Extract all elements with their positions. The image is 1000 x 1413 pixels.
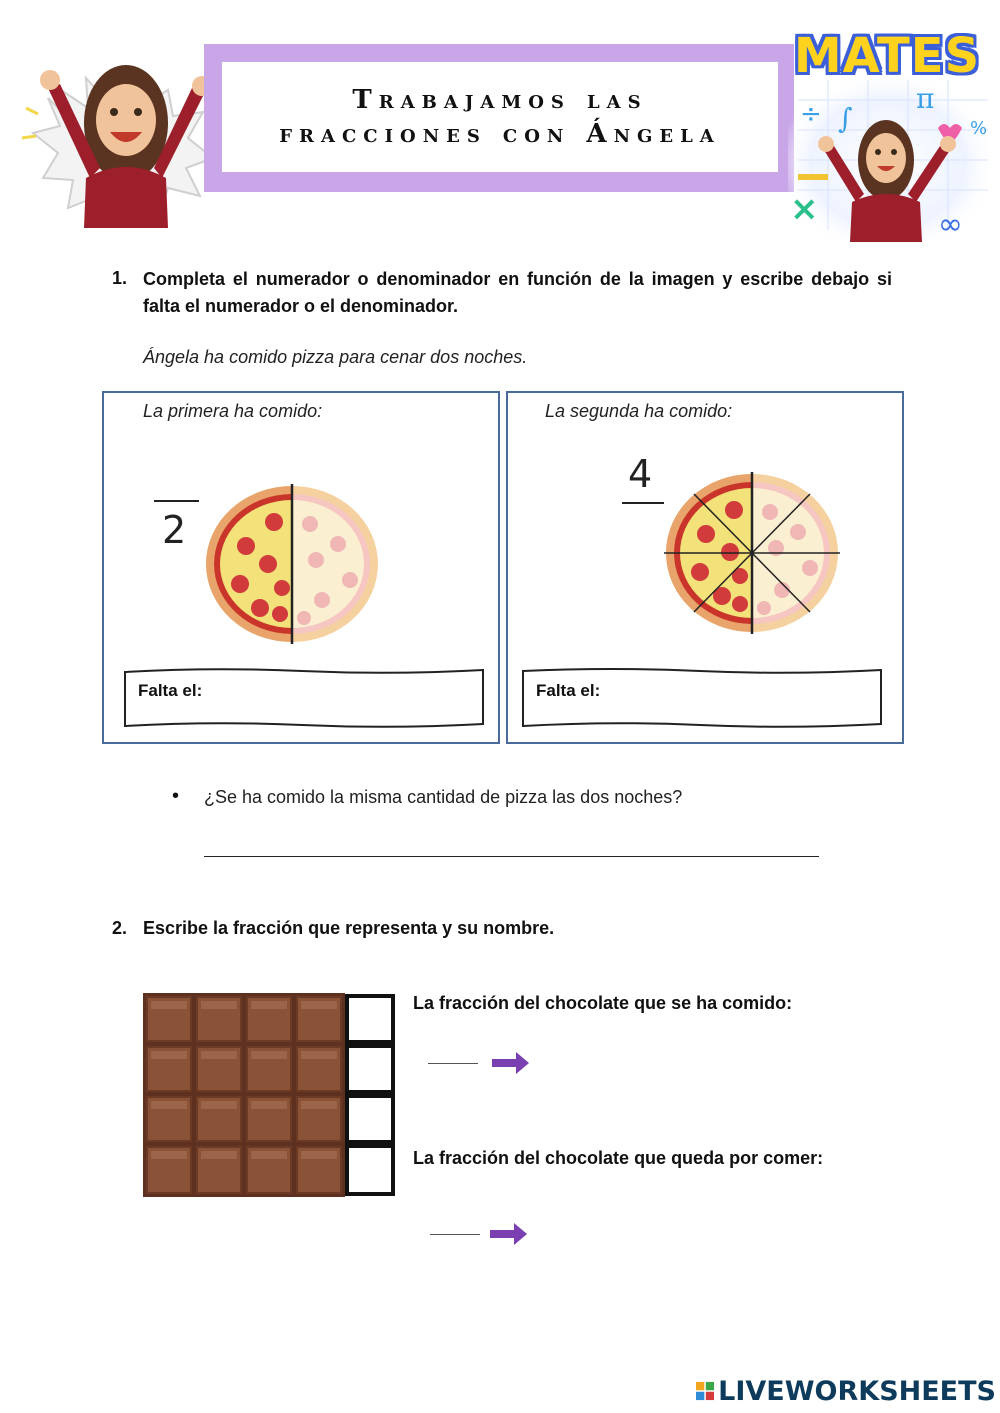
- eaten-fraction-line[interactable]: [428, 1063, 478, 1064]
- pizza-eighths-image: [664, 472, 840, 634]
- falta-box-2[interactable]: [520, 666, 884, 730]
- liveworksheets-logo: [696, 1374, 996, 1408]
- followup-question: ¿Se ha comido la misma cantidad de pizza las dos noches?: [204, 787, 683, 807]
- question-1-number: 1.: [112, 268, 128, 288]
- question-1-story: Ángela ha comido pizza para cenar dos noches.: [143, 347, 528, 367]
- eaten-fraction-label: La fracción del chocolate que se ha comido:: [413, 993, 793, 1013]
- svg-text:×: ×: [790, 189, 819, 229]
- title-line-2: fracciones con Ángela: [279, 119, 721, 149]
- svg-text:∫: ∫: [838, 102, 853, 135]
- avatar-angela-left: [8, 28, 233, 238]
- chocolate-bar-image: [143, 993, 397, 1197]
- question-1-text: Completa el numerador o denominador en función de la imagen y escribe debajo si falta el numerador o el denominador.: [143, 269, 892, 316]
- fraction-bar-1: [154, 500, 199, 502]
- mates-word: MATES: [793, 28, 981, 84]
- svg-text:%: %: [970, 118, 988, 139]
- liveworksheets-text: LIVEWORKSHEETS: [718, 1375, 996, 1407]
- fraction-numerator-2: 4: [628, 452, 653, 496]
- falta-label-1: Falta el:: [138, 681, 203, 700]
- fraction-bar-2: [622, 502, 664, 504]
- right-arrow-icon: [490, 1223, 528, 1245]
- remaining-fraction-line[interactable]: [430, 1234, 480, 1235]
- pizza-half-image: [204, 484, 380, 644]
- liveworksheets-icon: [696, 1379, 714, 1403]
- question-2-number: 2.: [112, 918, 128, 938]
- bullet-dot: •: [172, 785, 180, 807]
- falta-box-1[interactable]: [122, 666, 486, 730]
- title-box: [222, 62, 778, 172]
- question-2-text: Escribe la fracción que representa y su nombre.: [143, 918, 555, 938]
- title-line-1: Trabajamos las: [352, 85, 648, 115]
- svg-text:÷: ÷: [800, 99, 822, 129]
- falta-label-2: Falta el:: [536, 681, 601, 700]
- followup-answer-line[interactable]: [204, 856, 819, 857]
- pizza-panel-1-label: La primera ha comido:: [143, 401, 323, 421]
- fraction-denominator-1: 2: [162, 508, 187, 552]
- remaining-fraction-label: La fracción del chocolate que queda por comer:: [413, 1148, 824, 1168]
- svg-text:π: π: [916, 82, 935, 115]
- svg-text:∞: ∞: [938, 207, 963, 242]
- right-arrow-icon: [492, 1052, 530, 1074]
- pizza-panel-2-label: La segunda ha comido:: [545, 401, 733, 421]
